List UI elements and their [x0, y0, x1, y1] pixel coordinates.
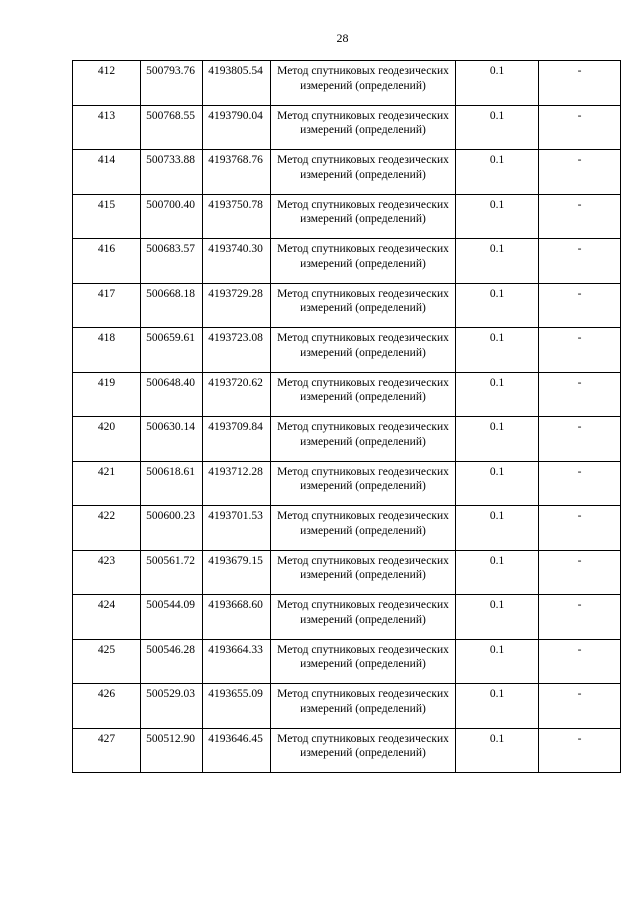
point-number-cell: 415: [73, 194, 141, 239]
table-row: [73, 372, 621, 417]
point-number-cell: 423: [73, 550, 141, 595]
accuracy-cell: 0.1: [456, 105, 539, 150]
table-row: [73, 239, 621, 284]
x-coordinate-cell: 500659.61: [141, 328, 203, 373]
x-coordinate-cell: 500546.28: [141, 639, 203, 684]
accuracy-cell: 0.1: [456, 728, 539, 773]
point-number-cell: 425: [73, 639, 141, 684]
y-coordinate-cell: 4193790.04: [203, 105, 271, 150]
accuracy-cell: 0.1: [456, 417, 539, 462]
note-cell: -: [539, 639, 621, 684]
point-number-cell: 421: [73, 461, 141, 506]
y-coordinate-cell: 4193768.76: [203, 150, 271, 195]
note-cell: -: [539, 506, 621, 551]
point-number-cell: 427: [73, 728, 141, 773]
point-number-cell: 414: [73, 150, 141, 195]
accuracy-cell: 0.1: [456, 639, 539, 684]
table-row: [73, 595, 621, 640]
table-row: [73, 728, 621, 773]
table-row: [73, 550, 621, 595]
table-row: [73, 328, 621, 373]
table-row: [73, 283, 621, 328]
note-cell: -: [539, 150, 621, 195]
point-number-cell: 416: [73, 239, 141, 284]
accuracy-cell: 0.1: [456, 372, 539, 417]
x-coordinate-cell: 500768.55: [141, 105, 203, 150]
table-row: [73, 506, 621, 551]
method-cell: Метод спутниковых геодезических измерений (определений): [271, 328, 456, 373]
note-cell: -: [539, 283, 621, 328]
y-coordinate-cell: 4193709.84: [203, 417, 271, 462]
note-cell: -: [539, 550, 621, 595]
accuracy-cell: 0.1: [456, 506, 539, 551]
x-coordinate-cell: 500561.72: [141, 550, 203, 595]
method-cell: Метод спутниковых геодезических измерений (определений): [271, 105, 456, 150]
method-cell: Метод спутниковых геодезических измерений (определений): [271, 372, 456, 417]
method-cell: Метод спутниковых геодезических измерений (определений): [271, 61, 456, 106]
y-coordinate-cell: 4193679.15: [203, 550, 271, 595]
y-coordinate-cell: 4193740.30: [203, 239, 271, 284]
method-cell: Метод спутниковых геодезических измерений (определений): [271, 417, 456, 462]
x-coordinate-cell: 500529.03: [141, 684, 203, 729]
accuracy-cell: 0.1: [456, 328, 539, 373]
method-cell: Метод спутниковых геодезических измерений (определений): [271, 461, 456, 506]
x-coordinate-cell: 500733.88: [141, 150, 203, 195]
method-cell: Метод спутниковых геодезических измерений (определений): [271, 728, 456, 773]
y-coordinate-cell: 4193750.78: [203, 194, 271, 239]
x-coordinate-cell: 500618.61: [141, 461, 203, 506]
method-cell: Метод спутниковых геодезических измерений (определений): [271, 150, 456, 195]
method-cell: Метод спутниковых геодезических измерений (определений): [271, 194, 456, 239]
y-coordinate-cell: 4193646.45: [203, 728, 271, 773]
accuracy-cell: 0.1: [456, 684, 539, 729]
note-cell: -: [539, 728, 621, 773]
x-coordinate-cell: 500630.14: [141, 417, 203, 462]
note-cell: -: [539, 61, 621, 106]
point-number-cell: 422: [73, 506, 141, 551]
table-row: [73, 684, 621, 729]
method-cell: Метод спутниковых геодезических измерений (определений): [271, 639, 456, 684]
accuracy-cell: 0.1: [456, 194, 539, 239]
point-number-cell: 426: [73, 684, 141, 729]
method-cell: Метод спутниковых геодезических измерений (определений): [271, 684, 456, 729]
note-cell: -: [539, 461, 621, 506]
x-coordinate-cell: 500648.40: [141, 372, 203, 417]
accuracy-cell: 0.1: [456, 283, 539, 328]
table-row: [73, 105, 621, 150]
y-coordinate-cell: 4193729.28: [203, 283, 271, 328]
method-cell: Метод спутниковых геодезических измерений (определений): [271, 595, 456, 640]
coordinates-table: [72, 60, 621, 773]
note-cell: -: [539, 105, 621, 150]
table-row: [73, 461, 621, 506]
note-cell: -: [539, 328, 621, 373]
method-cell: Метод спутниковых геодезических измерений (определений): [271, 506, 456, 551]
table-row: [73, 639, 621, 684]
point-number-cell: 413: [73, 105, 141, 150]
note-cell: -: [539, 194, 621, 239]
accuracy-cell: 0.1: [456, 61, 539, 106]
table-row: [73, 417, 621, 462]
page-number: 28: [336, 31, 349, 45]
accuracy-cell: 0.1: [456, 550, 539, 595]
x-coordinate-cell: 500668.18: [141, 283, 203, 328]
y-coordinate-cell: 4193723.08: [203, 328, 271, 373]
x-coordinate-cell: 500700.40: [141, 194, 203, 239]
note-cell: -: [539, 239, 621, 284]
y-coordinate-cell: 4193701.53: [203, 506, 271, 551]
method-cell: Метод спутниковых геодезических измерений (определений): [271, 283, 456, 328]
accuracy-cell: 0.1: [456, 461, 539, 506]
table-row: [73, 194, 621, 239]
accuracy-cell: 0.1: [456, 595, 539, 640]
point-number-cell: 417: [73, 283, 141, 328]
y-coordinate-cell: 4193720.62: [203, 372, 271, 417]
table-row: [73, 150, 621, 195]
y-coordinate-cell: 4193668.60: [203, 595, 271, 640]
note-cell: -: [539, 417, 621, 462]
y-coordinate-cell: 4193655.09: [203, 684, 271, 729]
y-coordinate-cell: 4193664.33: [203, 639, 271, 684]
x-coordinate-cell: 500683.57: [141, 239, 203, 284]
point-number-cell: 420: [73, 417, 141, 462]
point-number-cell: 418: [73, 328, 141, 373]
accuracy-cell: 0.1: [456, 150, 539, 195]
method-cell: Метод спутниковых геодезических измерений (определений): [271, 239, 456, 284]
method-cell: Метод спутниковых геодезических измерений (определений): [271, 550, 456, 595]
y-coordinate-cell: 4193805.54: [203, 61, 271, 106]
note-cell: -: [539, 684, 621, 729]
note-cell: -: [539, 372, 621, 417]
table-row: [73, 61, 621, 106]
accuracy-cell: 0.1: [456, 239, 539, 284]
coordinates-table-body: [73, 61, 621, 773]
x-coordinate-cell: 500544.09: [141, 595, 203, 640]
y-coordinate-cell: 4193712.28: [203, 461, 271, 506]
point-number-cell: 412: [73, 61, 141, 106]
point-number-cell: 419: [73, 372, 141, 417]
x-coordinate-cell: 500512.90: [141, 728, 203, 773]
point-number-cell: 424: [73, 595, 141, 640]
x-coordinate-cell: 500600.23: [141, 506, 203, 551]
x-coordinate-cell: 500793.76: [141, 61, 203, 106]
note-cell: -: [539, 595, 621, 640]
